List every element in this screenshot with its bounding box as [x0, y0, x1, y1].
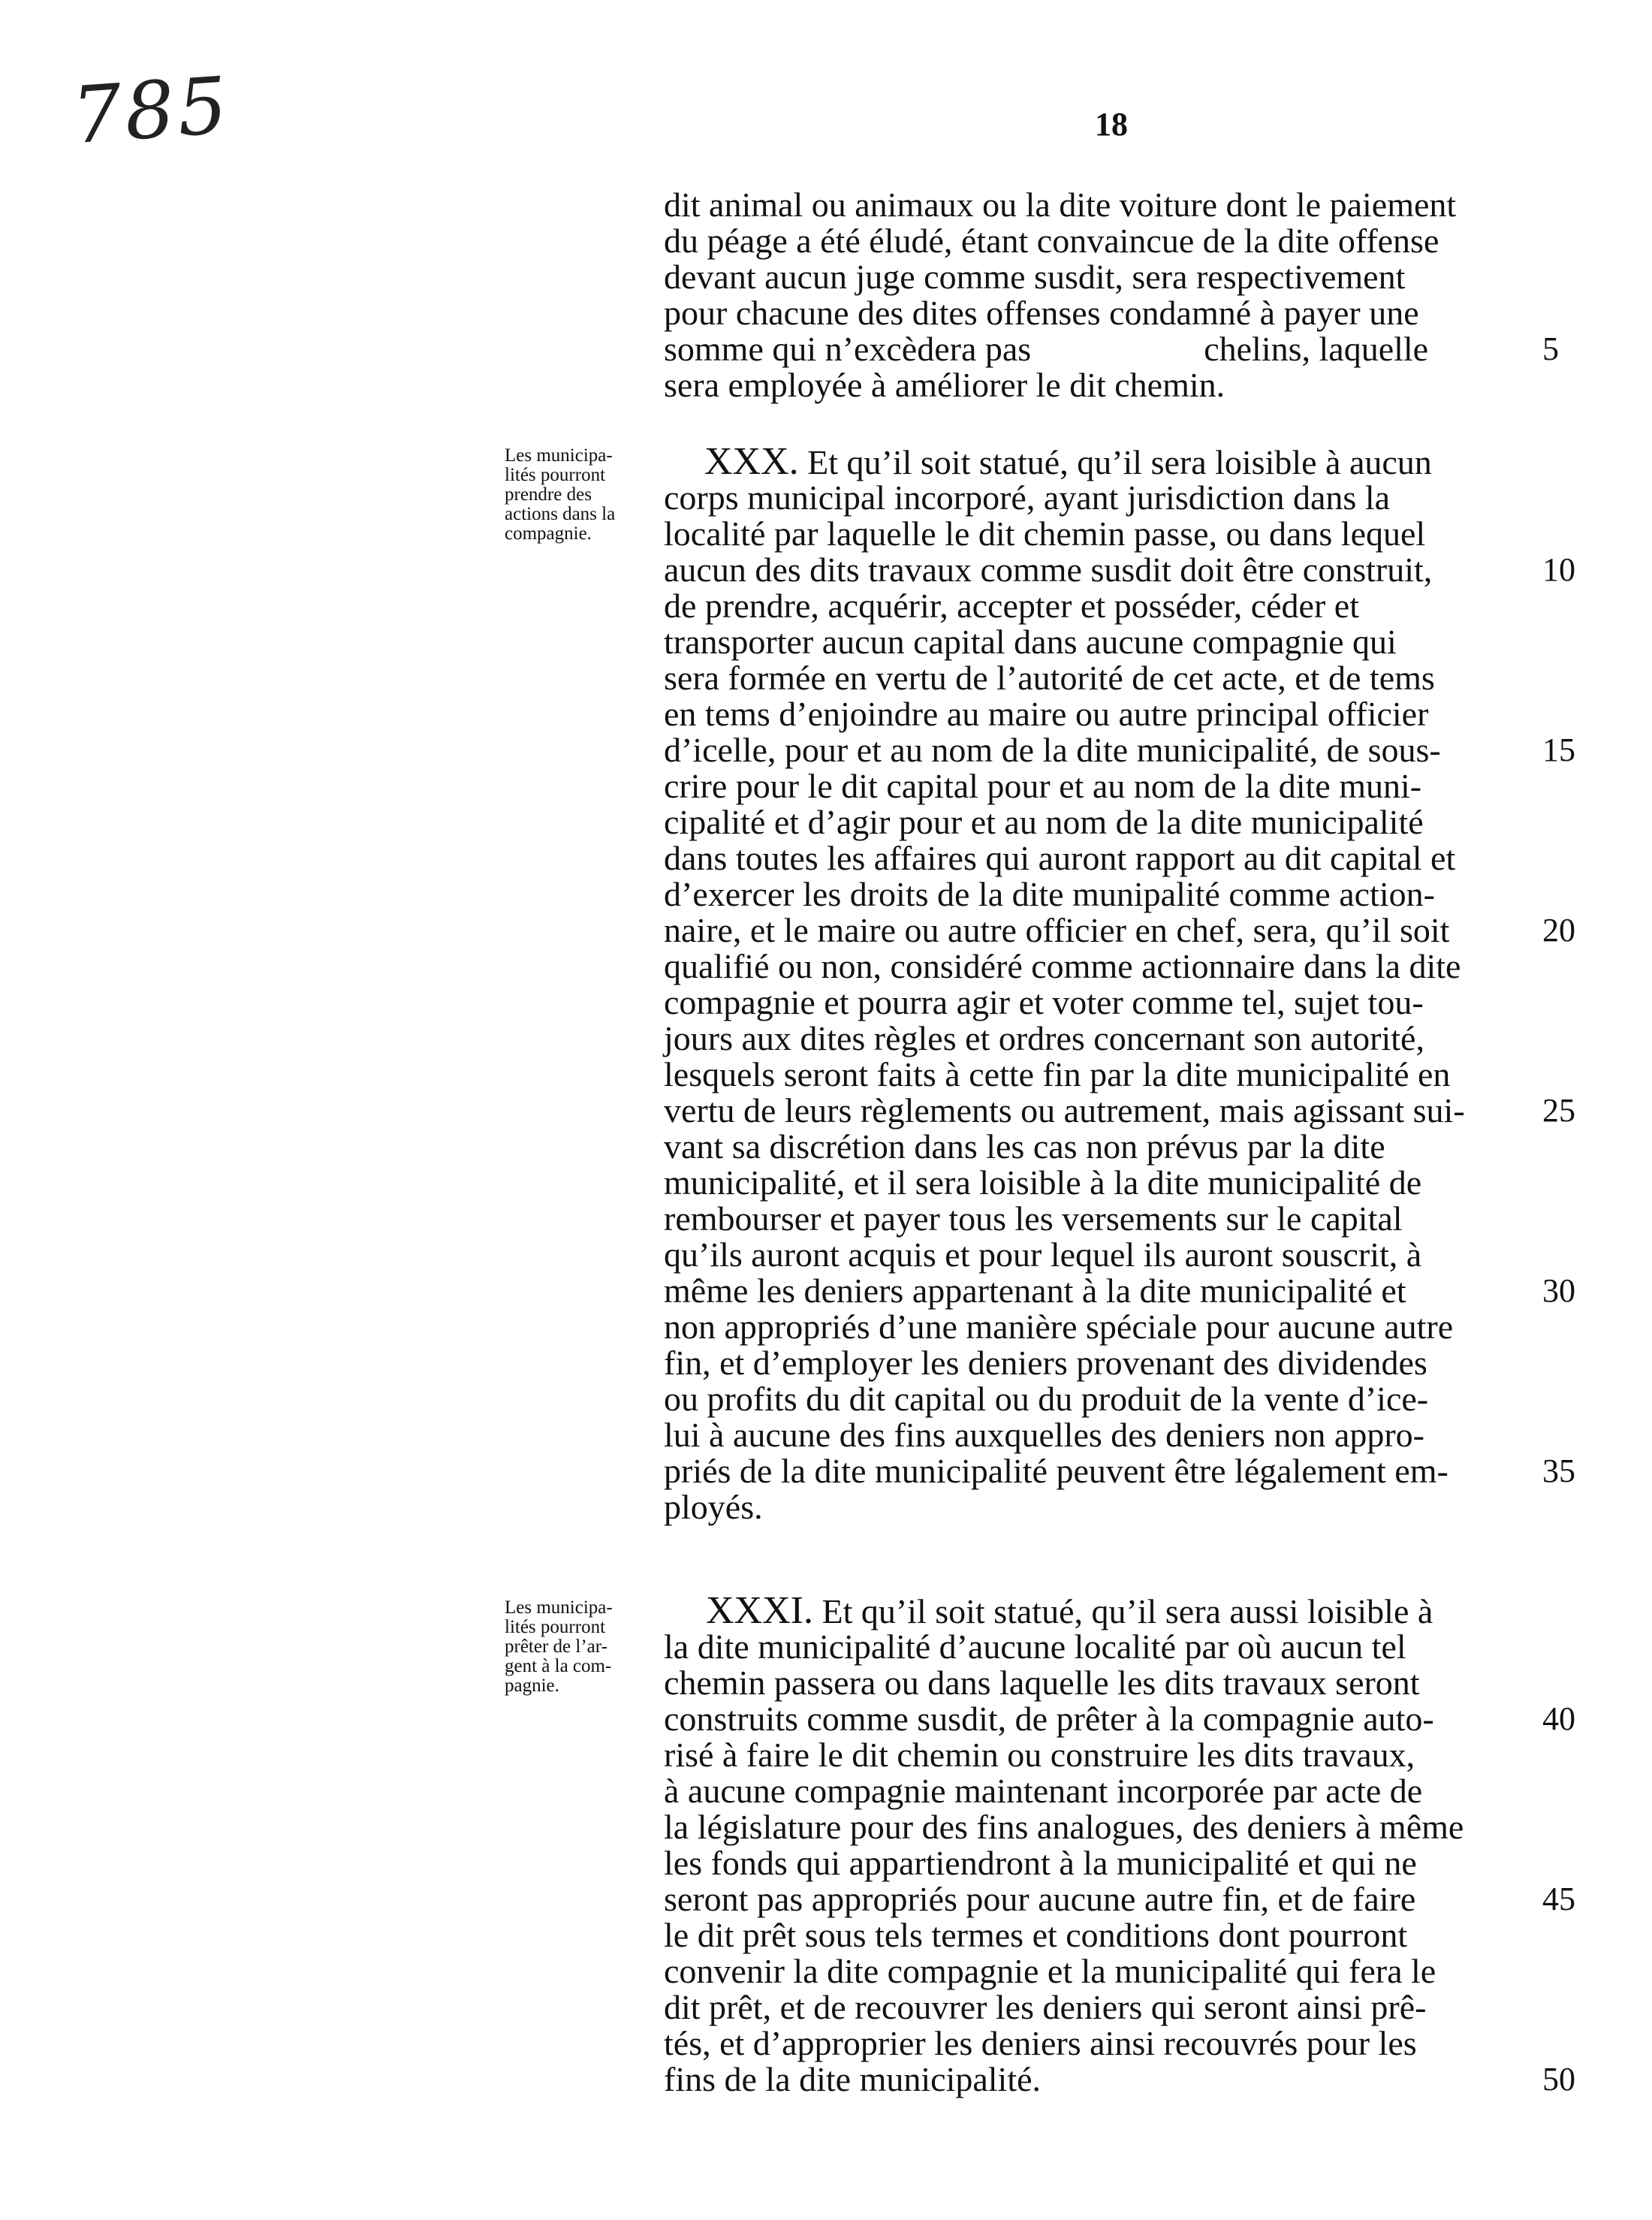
text-line: fins de la dite municipalité.	[664, 2060, 1042, 2098]
line-number: 40	[1542, 1700, 1575, 1737]
margin-note-line: gent à la com-	[505, 1656, 612, 1676]
line-number: 35	[1542, 1452, 1575, 1489]
text-line: compagnie et pourra agir et voter comme tel, sujet tou-	[664, 983, 1424, 1021]
margin-note-line: Les municipa-	[505, 445, 613, 466]
text-line: sera employée à améliorer le dit chemin.	[664, 366, 1225, 404]
line-number: 25	[1542, 1092, 1575, 1129]
text-line: même les deniers appartenant à la dite municipalité et	[664, 1271, 1406, 1310]
margin-note-line: compagnie.	[505, 523, 592, 544]
text-line: fin, et d’employer les deniers provenant des dividendes	[664, 1344, 1427, 1382]
margin-note-line: Les municipa-	[505, 1597, 613, 1618]
text-line: en tems d’enjoindre au maire ou autre principal officier	[664, 695, 1429, 733]
margin-note-line: lités pourront	[505, 465, 606, 485]
margin-note-line: pagnie.	[505, 1676, 559, 1696]
margin-note-section-xxxi	[505, 1598, 662, 1696]
section-first-line: Et qu’il soit statué, qu’il sera aussi loisible à	[821, 1592, 1433, 1630]
text-line: sera formée en vertu de l’autorité de cet acte, et de tems	[664, 659, 1435, 697]
text-line: vant sa discrétion dans les cas non prévus par la dite	[664, 1127, 1385, 1166]
page-number: 18	[1095, 106, 1128, 143]
text-line: aucun des dits travaux comme susdit doit être construit,	[664, 550, 1433, 589]
text-line: dans toutes les affaires qui auront rapport au dit capital et	[664, 839, 1456, 877]
line-number: 15	[1542, 731, 1575, 768]
text-line: lesquels seront faits à cette fin par la dite municipalité en	[664, 1055, 1451, 1093]
text-line: du péage a été éludé, étant convaincue de la dite offense	[664, 222, 1439, 260]
text-line: priés de la dite municipalité peuvent être légalement em-	[664, 1452, 1449, 1490]
text-line: convenir la dite compagnie et la municipalité qui fera le	[664, 1952, 1436, 1990]
text-line: d’exercer les droits de la dite munipalité comme action-	[664, 875, 1435, 913]
text-line: transporter aucun capital dans aucune compagnie qui	[664, 623, 1397, 661]
text-line: les fonds qui appartiendront à la municipalité et qui ne	[664, 1844, 1417, 1882]
text-line: le dit prêt sous tels termes et conditions dont pourront	[664, 1916, 1408, 1954]
text-line: naire, et le maire ou autre officier en chef, sera, qu’il soit	[664, 911, 1450, 949]
text-line: qualifié ou non, considéré comme actionnaire dans la dite	[664, 947, 1461, 985]
text-line: dit animal ou animaux ou la dite voiture dont le paiement	[664, 186, 1457, 224]
section-number: XXXI.	[706, 1589, 813, 1632]
text-line: municipalité, et il sera loisible à la dite municipalité de	[664, 1163, 1422, 1202]
text-line: crire pour le dit capital pour et au nom de la dite muni-	[664, 767, 1422, 805]
text-line: chemin passera ou dans laquelle les dits travaux seront	[664, 1663, 1420, 1702]
text-line: la législature pour des fins analogues, des deniers à même	[664, 1808, 1464, 1846]
text-line	[704, 440, 1535, 483]
line-number: 10	[1542, 551, 1575, 588]
line-number: 50	[1542, 2061, 1575, 2098]
text-line: tés, et d’approprier les deniers ainsi recouvrés pour les	[664, 2024, 1417, 2062]
text-line: seront pas appropriés pour aucune autre fin, et de faire	[664, 1880, 1416, 1918]
text-line: qu’ils auront acquis et pour lequel ils auront souscrit, à	[664, 1235, 1422, 1274]
line-number: 30	[1542, 1272, 1575, 1309]
margin-note-section-xxx	[505, 446, 662, 544]
line-number: 5	[1542, 330, 1559, 367]
text-line: corps municipal incorporé, ayant jurisdiction dans la	[664, 478, 1391, 517]
text-line: de prendre, acquérir, accepter et posséder, céder et	[664, 587, 1359, 625]
text-line: non appropriés d’une manière spéciale pour aucune autre	[664, 1308, 1454, 1346]
line-number: 45	[1542, 1881, 1575, 1917]
margin-note-line: prêter de l’ar-	[505, 1636, 607, 1657]
text-line: localité par laquelle le dit chemin passe, ou dans lequel	[664, 514, 1426, 553]
line-number: 20	[1542, 912, 1575, 949]
text-line: vertu de leurs règlements ou autrement, mais agissant sui-	[664, 1091, 1465, 1130]
text-line: jours aux dites règles et ordres concernant son autorité,	[664, 1019, 1424, 1057]
section-number: XXX.	[704, 440, 799, 483]
margin-note-line: lités pourront	[505, 1617, 606, 1637]
text-line: risé à faire le dit chemin ou construire les dits travaux,	[664, 1736, 1415, 1774]
margin-note-line: actions dans la	[505, 504, 616, 524]
text-line: ou profits du dit capital ou du produit de la vente d’ice-	[664, 1380, 1429, 1418]
text-line: dit prêt, et de recouvrer les deniers qui seront ainsi prê-	[664, 1988, 1427, 2026]
text-line: à aucune compagnie maintenant incorporée par acte de	[664, 1772, 1423, 1810]
text-line	[706, 1589, 1535, 1632]
text-line: d’icelle, pour et au nom de la dite municipalité, de sous-	[664, 731, 1441, 769]
section-first-line: Et qu’il soit statué, qu’il sera loisible à aucun	[807, 443, 1432, 481]
text-line: somme qui n’excèdera pas chelins, laquelle	[664, 330, 1429, 368]
text-line: la dite municipalité d’aucune localité par où aucun tel	[664, 1627, 1406, 1666]
text-line: lui à aucune des fins auxquelles des deniers non appro-	[664, 1416, 1424, 1454]
handwritten-page-annotation: 785	[69, 59, 234, 162]
text-line: devant aucun juge comme susdit, sera respectivement	[664, 258, 1406, 296]
text-line: cipalité et d’agir pour et au nom de la dite municipalité	[664, 803, 1424, 841]
margin-note-line: prendre des	[505, 484, 592, 505]
text-line: construits comme susdit, de prêter à la compagnie auto-	[664, 1700, 1434, 1738]
text-line: ployés.	[664, 1488, 763, 1526]
text-line: rembourser et payer tous les versements sur le capital	[664, 1199, 1403, 1238]
text-line: pour chacune des dites offenses condamné à payer une	[664, 294, 1419, 332]
